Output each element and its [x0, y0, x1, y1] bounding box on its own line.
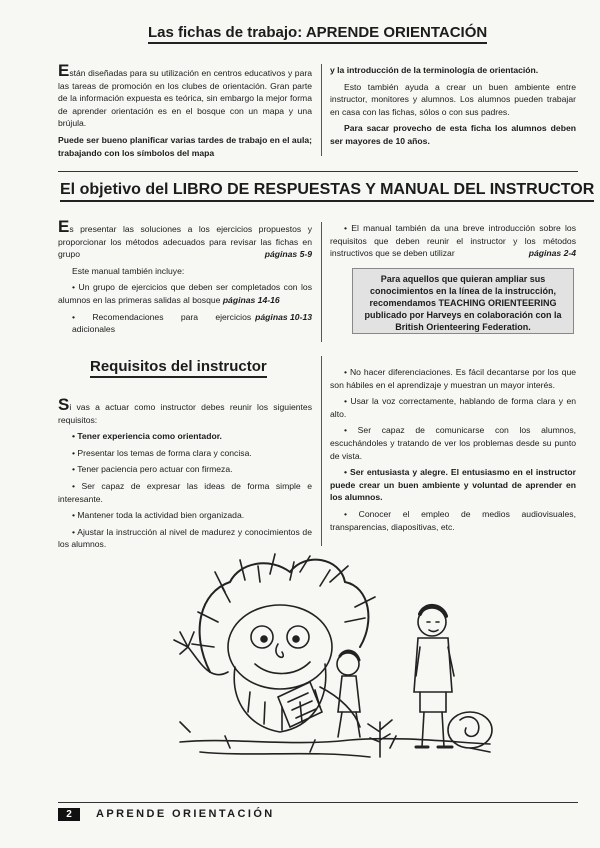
page-reference: páginas 5-9: [264, 249, 312, 260]
page-title: Las fichas de trabajo: APRENDE ORIENTACIÓN: [148, 24, 487, 44]
requisitos-left-column: [58, 395, 312, 555]
objetivo-paragraph-1: [58, 217, 312, 261]
page-number: 2: [58, 808, 80, 821]
intro-paragraph-4: Esto también ayuda a crear un buen ambiente entre instructor, monitores y alumnos. Los alumnos pueden trabajar en casa con las fichas, sólos o con sus padres.: [330, 81, 576, 117]
objetivo-text: s presentar las soluciones a los ejercicios propuestos y proporcionar los métodos adecuados para revisar las fichas en grupo: [58, 224, 312, 260]
objetivo-left-column: [58, 217, 312, 339]
column-divider: [321, 64, 322, 156]
intro-paragraph-3: y la introducción de la terminología de orientación.: [330, 65, 539, 75]
drop-cap: E: [58, 217, 70, 236]
intro-paragraph-5: Para sacar provecho de esta ficha los alumnos deben ser mayores de 10 años.: [330, 123, 576, 146]
requisito-item: • No hacer diferenciaciones. Es fácil decantarse por los que son hábiles en el aprendizaje y muestran un mayor interés.: [330, 367, 576, 390]
requisito-item: • Presentar los temas de forma clara y concisa.: [72, 447, 252, 458]
requisitos-right-column: [330, 366, 576, 537]
requisito-item: • Ser capaz de expresar las ideas de forma simple e interesante.: [58, 480, 312, 504]
requisitos-intro: [58, 395, 312, 426]
requisito-item: • Ajustar la instrucción al nivel de madurez y conocimientos de los alumnos.: [58, 526, 312, 550]
requisito-item: • Ser entusiasta y alegre. El entusiasmo en el instructor puede crear un buen ambiente y voluntad de aprender en los alumnos.: [330, 467, 576, 503]
objetivo-paragraph-2: Este manual también incluye:: [72, 265, 185, 276]
page-reference: páginas 10-13: [255, 311, 312, 322]
footer-title: APRENDE ORIENTACIÓN: [96, 808, 275, 820]
requisito-item: • Usar la voz correctamente, hablando de forma clara y en alto.: [330, 396, 576, 419]
requisito-item: • Tener paciencia pero actuar con firmeza.: [72, 464, 233, 475]
bullet-text: • Recomendaciones para ejercicios adicionales: [72, 311, 252, 335]
objetivo-right-paragraph: [330, 222, 576, 260]
page-reference: páginas 14-16: [222, 294, 280, 305]
requisito-item: • Tener experiencia como orientador.: [72, 431, 222, 442]
objetivo-bullet-2: [58, 311, 312, 336]
drop-cap: E: [58, 61, 70, 80]
intro-left-column: [58, 61, 312, 163]
drop-cap: S: [58, 395, 70, 414]
section-divider: [58, 171, 578, 172]
objetivo-right-column: [330, 222, 576, 260]
column-divider: [321, 356, 322, 546]
objetivo-heading: El objetivo del LIBRO DE RESPUESTAS Y MANUAL DEL INSTRUCTOR: [60, 181, 594, 202]
requisitos-heading: Requisitos del instructor: [90, 358, 267, 378]
illustration: [170, 552, 500, 792]
requisito-item: • Mantener toda la actividad bien organizada.: [72, 510, 245, 521]
intro-paragraph-1: [58, 61, 312, 130]
intro-right-column: [330, 64, 576, 152]
objetivo-bullet-1: [58, 281, 312, 306]
requisitos-intro-text: i vas a actuar como instructor debes reunir los siguientes requisitos:: [58, 402, 312, 425]
page-reference: páginas 2-4: [528, 248, 576, 259]
recommendation-box: [352, 268, 574, 334]
requisito-item: • Ser capaz de comunicarse con los alumnos, escuchándoles y tratando de ver los problemas desde su punto de vista.: [330, 425, 576, 461]
objetivo-right-text: • El manual también da una breve introducción sobre los requisitos que deben reunir el instructor y los métodos instructivos que se deben utilizar: [330, 223, 576, 259]
bullet-text: • Un grupo de ejercicios que deben ser completados con los alumnos en las primeras salidas al bosque: [58, 282, 312, 305]
recommendation-text: Para aquellos que quieran ampliar sus conocimientos en la línea de la instrucción, recomendamos TEACHING ORIENTEERING publicado por Harveys en colaboración con la British Orienteering Federation.: [364, 274, 562, 332]
intro-paragraph-2: Puede ser bueno planificar varias tardes de trabajo en el aula; trabajando con los símbolos del mapa: [58, 134, 312, 158]
intro-text: stán diseñadas para su utilización en centros educativos y para las tareas de promoción en los clubes de orientación. Gran parte de la información expuesta es teórica, sin embargo la mejor forma de aprender orientación es en el bosque con un mapa y una brújula.: [58, 68, 312, 129]
footer-rule: [58, 802, 578, 803]
column-divider: [321, 222, 322, 342]
requisito-item: • Conocer el empleo de medios audiovisuales, transparencias, diapositivas, etc.: [330, 508, 576, 532]
